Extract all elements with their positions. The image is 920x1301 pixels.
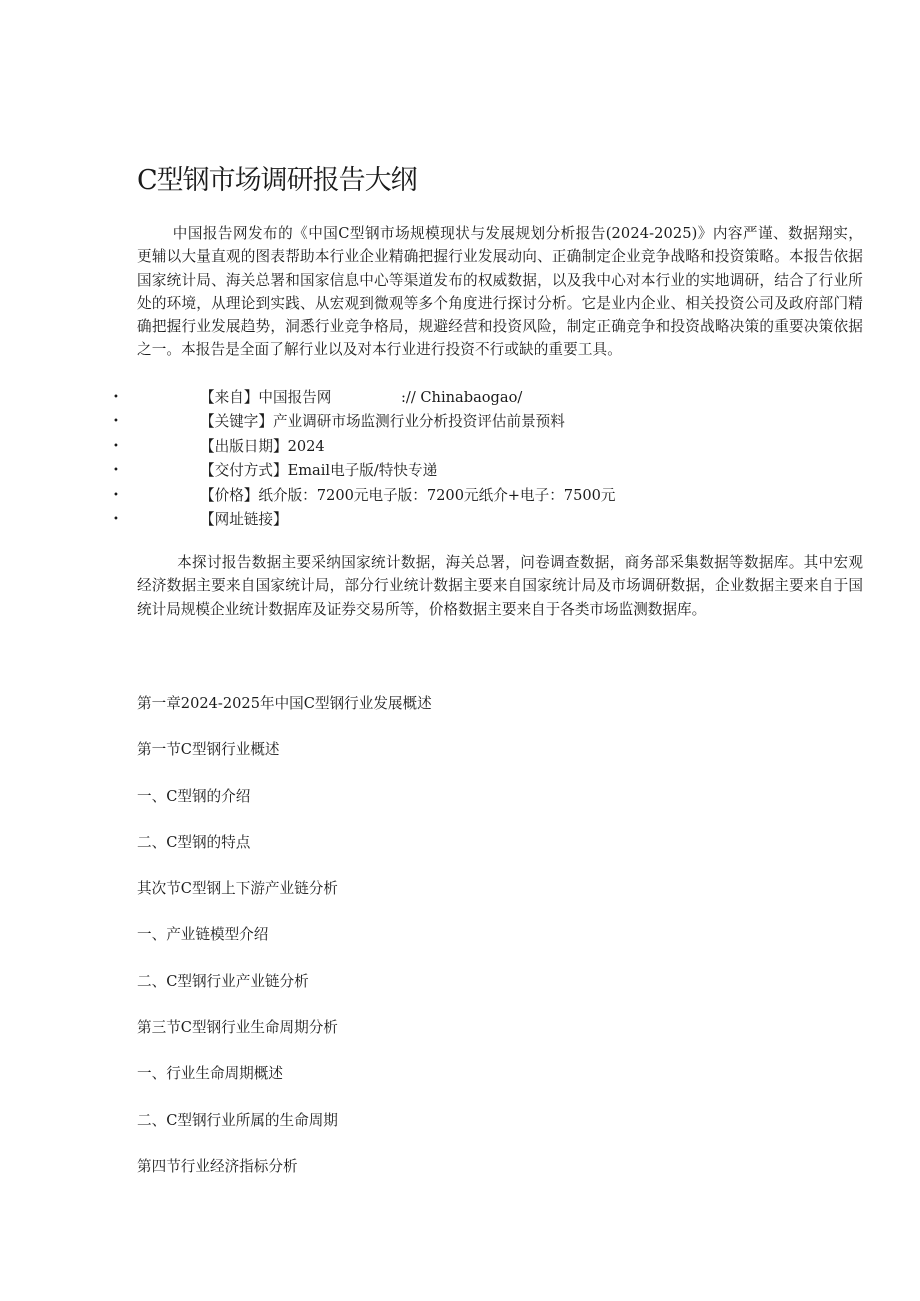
report-meta-list bbox=[0, 386, 920, 532]
meta-item-price bbox=[0, 484, 920, 508]
toc-subsection: 二、C型钢行业所属的生命周期 bbox=[137, 1111, 338, 1129]
meta-link[interactable]: 【网址链接】 bbox=[200, 510, 288, 528]
bullet-icon: • bbox=[113, 489, 119, 501]
meta-source-url[interactable]: :// Chinabaogao/ bbox=[401, 389, 523, 406]
data-source-paragraph: 本探讨报告数据主要采纳国家统计数据，海关总署，问卷调查数据，商务部采集数据等数据库。其中宏观经济数据主要来自国家统计局，部分行业统计数据主要来自国家统计局及市场调研数据，企业数据主要来自于国统计局规模企业统计数据库及证券交易所等，价格数据主要来自于各类市场监测数据库。 bbox=[137, 554, 863, 618]
bullet-icon: • bbox=[113, 513, 119, 525]
bullet-icon: • bbox=[113, 416, 119, 428]
meta-price: 【价格】纸介版：7200元电子版：7200元纸介+电子：7500元 bbox=[200, 486, 616, 504]
toc-subsection: 二、C型钢行业产业链分析 bbox=[137, 972, 309, 990]
meta-item-source bbox=[0, 386, 920, 410]
toc-subsection: 一、C型钢的介绍 bbox=[137, 787, 251, 805]
toc-section-3: 第三节C型钢行业生命周期分析 bbox=[137, 1019, 338, 1037]
toc-subsection: 二、C型钢的特点 bbox=[137, 833, 251, 851]
toc-section-4: 第四节行业经济指标分析 bbox=[137, 1157, 298, 1175]
report-title: C型钢市场调研报告大纲 bbox=[137, 165, 417, 196]
meta-delivery: 【交付方式】Email电子版/特快专递 bbox=[200, 462, 438, 480]
intro-paragraph: 中国报告网发布的《中国C型钢市场规模现状与发展规划分析报告(2024-2025)》内容严谨、数据翔实，更辅以大量直观的图表帮助本行业企业精确把握行业发展动向、正确制定企业竞争战略和投资策略。本报告依据国家统计局、海关总署和国家信息中心等渠道发布的权威数据，以及我中心对本行业的实地调研，结合了行业所处的环境，从理论到实践、从宏观到微观等多个角度进行探讨分析。它是业内企业、相关投资公司及政府部门精确把握行业发展趋势，洞悉行业竞争格局，规避经营和投资风险，制定正确竞争和投资战略决策的重要决策依据之一。本报告是全面了解行业以及对本行业进行投资不行或缺的重要工具。 bbox=[137, 225, 863, 359]
toc-subsection: 一、行业生命周期概述 bbox=[137, 1065, 283, 1083]
meta-item-delivery bbox=[0, 459, 920, 483]
bullet-icon: • bbox=[113, 440, 119, 452]
meta-item-link bbox=[0, 508, 920, 532]
meta-source-label: 【来自】中国报告网 bbox=[200, 389, 332, 406]
meta-item-publish-date bbox=[0, 435, 920, 459]
meta-keywords: 【关键字】产业调研市场监测行业分析投资评估前景预料 bbox=[200, 413, 565, 431]
bullet-icon: • bbox=[113, 392, 119, 403]
toc-section-1: 第一节C型钢行业概述 bbox=[137, 741, 280, 759]
meta-item-keywords bbox=[0, 410, 920, 434]
toc-chapter-1: 第一章2024-2025年中国C型钢行业发展概述 bbox=[137, 695, 432, 712]
toc-section-2: 其次节C型钢上下游产业链分析 bbox=[137, 880, 338, 898]
meta-publish-date: 【出版日期】2024 bbox=[200, 437, 325, 455]
table-of-contents bbox=[137, 693, 432, 1202]
toc-subsection: 一、产业链模型介绍 bbox=[137, 926, 269, 944]
bullet-icon: • bbox=[113, 465, 119, 477]
